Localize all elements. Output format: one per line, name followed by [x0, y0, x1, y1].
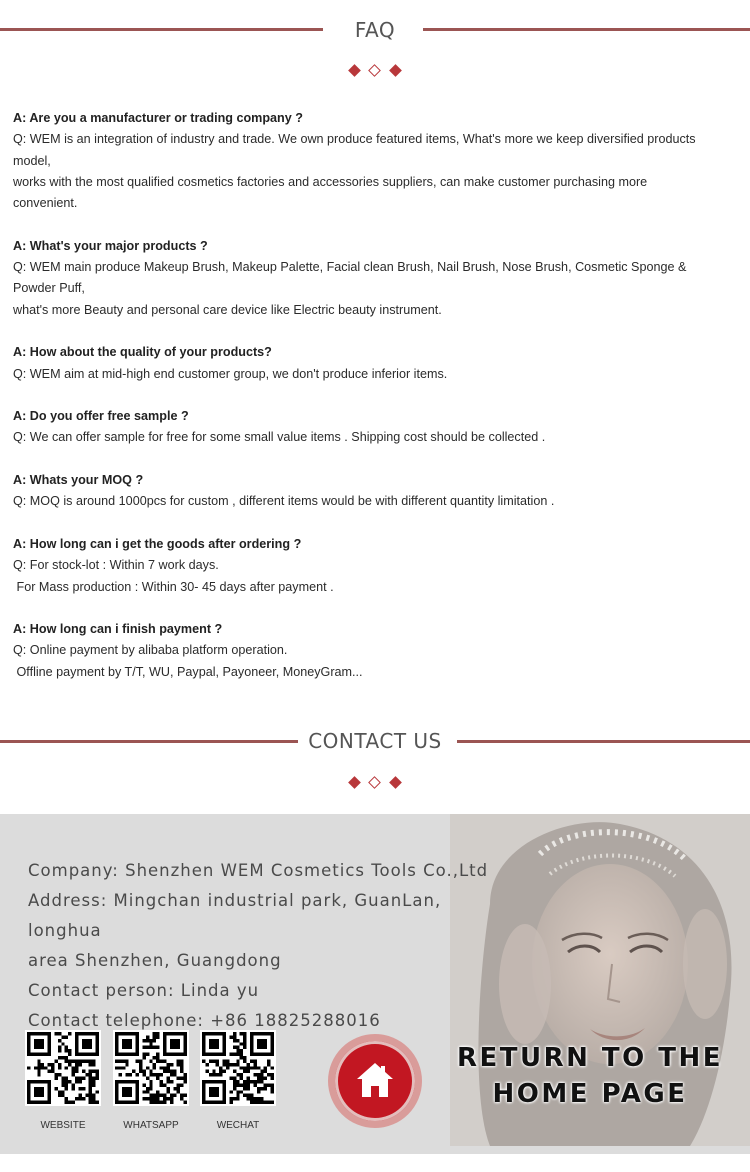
faq-item: [13, 108, 750, 214]
faq-title: FAQ: [354, 18, 396, 42]
faq-item: [13, 470, 750, 513]
home-icon[interactable]: [354, 1059, 396, 1101]
faq-answer-line: Powder Puff,: [13, 281, 85, 296]
qr-code-icon[interactable]: [25, 1030, 101, 1106]
address-line: area Shenzhen, Guangdong: [28, 951, 282, 970]
faq-answer-line: convenient.: [13, 196, 78, 211]
divider-line: [423, 28, 750, 31]
diamond-outline-icon: [368, 64, 381, 77]
faq-answer-line: Q: WEM is an integration of industry and trade. We own produce featured items, What's more we keep diversified products: [13, 132, 696, 147]
diamond-outline-icon: [368, 776, 381, 789]
contact-person: Contact person: Linda yu: [28, 981, 260, 1000]
diamond-ornament: [346, 776, 406, 790]
faq-item: [13, 534, 750, 598]
diamond-icon: [389, 776, 402, 789]
faq-question: A: How long can i finish payment ?: [13, 622, 223, 637]
address-line: Address: Mingchan industrial park, GuanLan, longhua: [28, 891, 442, 940]
faq-answer-line: Q: WEM aim at mid-high end customer group, we don't produce inferior items.: [13, 366, 448, 381]
qr-code-icon[interactable]: [200, 1030, 276, 1106]
faq-list: [13, 108, 750, 704]
qr-label: WEBSITE: [40, 1120, 86, 1131]
faq-question: A: Are you a manufacturer or trading company ?: [13, 111, 303, 125]
faq-question: A: What's your major products ?: [13, 238, 208, 253]
faq-answer-line: what's more Beauty and personal care device like Electric beauty instrument.: [13, 302, 442, 317]
diamond-icon: [348, 64, 361, 77]
faq-question: A: Do you offer free sample ?: [13, 409, 189, 424]
faq-item: [13, 619, 750, 683]
faq-header: [0, 18, 750, 48]
faq-item: [13, 236, 750, 321]
divider-line: [457, 740, 750, 743]
home-button-inner[interactable]: [335, 1041, 415, 1121]
faq-answer-line: Q: For stock-lot : Within 7 work days.: [13, 558, 219, 573]
contact-info: [28, 856, 498, 1036]
diamond-icon: [348, 776, 361, 789]
qr-code-icon[interactable]: [113, 1030, 189, 1106]
return-line[interactable]: HOME PAGE: [492, 1079, 688, 1109]
contact-title: CONTACT US: [308, 729, 442, 753]
faq-answer-line: Q: MOQ is around 1000pcs for custom , different items would be with different quantity limitation .: [13, 494, 555, 509]
faq-item: [13, 342, 750, 385]
qr-whatsapp[interactable]: [113, 1030, 189, 1131]
return-line[interactable]: RETURN TO THE: [456, 1043, 724, 1073]
faq-question: A: How long can i get the goods after ordering ?: [13, 536, 302, 551]
faq-answer-line: model,: [13, 153, 51, 168]
home-button[interactable]: [328, 1034, 422, 1128]
faq-item: [13, 406, 750, 449]
faq-answer-line: Offline payment by T/T, WU, Paypal, Payoneer, MoneyGram...: [13, 664, 363, 679]
qr-website[interactable]: [25, 1030, 101, 1131]
faq-question: A: How about the quality of your products?: [13, 345, 272, 360]
contact-panel: [0, 814, 750, 1154]
qr-label: WECHAT: [216, 1120, 260, 1131]
contact-header: [0, 729, 750, 759]
qr-wechat[interactable]: [200, 1030, 276, 1131]
faq-answer-line: Q: WEM main produce Makeup Brush, Makeup Palette, Facial clean Brush, Nail Brush, Nose Brush, Cosmetic Sponge &: [13, 260, 687, 275]
faq-answer-line: For Mass production : Within 30- 45 days after payment .: [13, 579, 334, 594]
faq-answer-line: Q: We can offer sample for free for some small value items . Shipping cost should be collected .: [13, 430, 546, 445]
qr-label: WHATSAPP: [123, 1120, 179, 1131]
return-home-link[interactable]: [450, 1040, 730, 1112]
faq-answer-line: Q: Online payment by alibaba platform operation.: [13, 643, 288, 658]
company-name: Company: Shenzhen WEM Cosmetics Tools Co.,Ltd: [28, 861, 489, 880]
contact-telephone: Contact telephone: +86 18825288016: [28, 1011, 381, 1030]
diamond-ornament: [346, 64, 406, 78]
faq-answer-line: works with the most qualified cosmetics factories and accessories suppliers, can make customer purchasing more: [13, 174, 648, 189]
faq-question: A: Whats your MOQ ?: [13, 473, 144, 488]
diamond-icon: [389, 64, 402, 77]
